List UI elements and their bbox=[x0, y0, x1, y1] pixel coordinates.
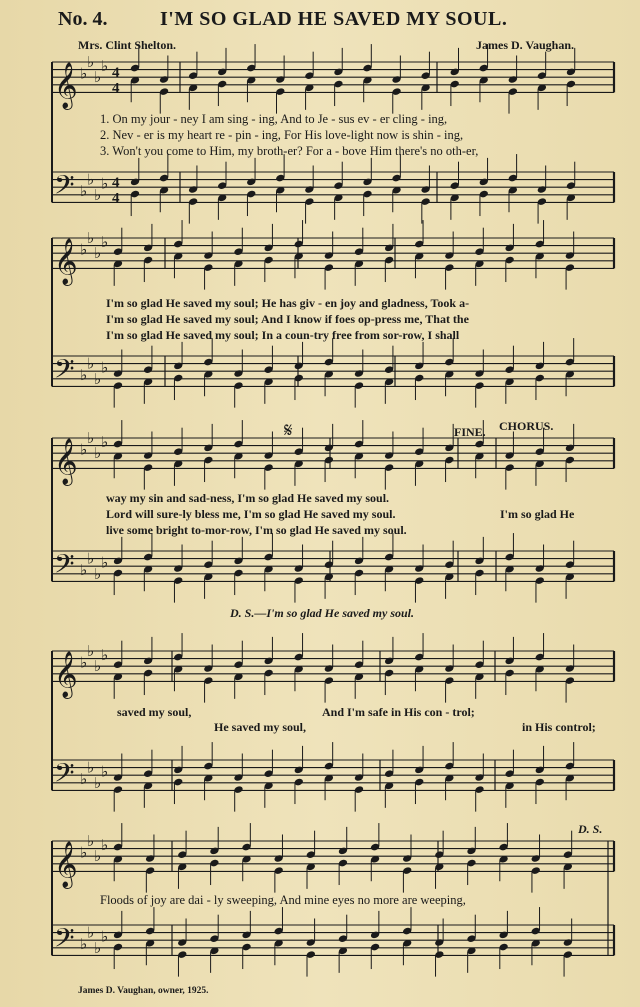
flat-sign: ♭ bbox=[94, 369, 102, 388]
flat-sign: ♭ bbox=[87, 832, 95, 850]
flat-sign: ♭ bbox=[94, 938, 102, 957]
ds-instruction: D. S.—I'm so glad He saved my soul. bbox=[230, 606, 415, 620]
flat-sign: ♭ bbox=[80, 843, 88, 862]
flat-sign: ♭ bbox=[101, 232, 109, 251]
lyric-s3-verse1: way my sin and sad-ness, I'm so glad He saved my soul. bbox=[106, 491, 390, 505]
hymn-title: I'M SO GLAD HE SAVED MY SOUL. bbox=[160, 8, 508, 30]
lyric-s1-verse1: 1. On my jour - ney I am sing - ing, And to Je - sus ev - er cling - ing, bbox=[100, 112, 448, 126]
flat-sign: ♭ bbox=[101, 762, 109, 781]
lyric-s3-verse2: Lord will sure-ly bless me, I'm so glad He saved my soul. bbox=[106, 507, 396, 521]
flat-sign: ♭ bbox=[101, 358, 109, 377]
flat-sign: ♭ bbox=[101, 927, 109, 946]
flat-sign: ♭ bbox=[94, 444, 102, 463]
lyric-s4-soprano-2: And I'm safe in His con - trol; bbox=[322, 705, 475, 719]
bass-clef: 𝄢 bbox=[54, 352, 75, 391]
time-signature-bottom: 4 bbox=[112, 80, 120, 97]
bass-clef: 𝄢 bbox=[54, 547, 75, 586]
flat-sign: ♭ bbox=[80, 366, 88, 384]
flat-sign: ♭ bbox=[80, 561, 88, 579]
time-signature-bottom: 4 bbox=[112, 190, 120, 207]
lyric-s5: Floods of joy are dai - ly sweeping, And mine eyes no more are weeping, bbox=[100, 893, 466, 907]
lyric-s4-bass-2: in His control; bbox=[522, 720, 596, 734]
ds-mark: D. S. bbox=[578, 822, 603, 836]
lyric-s1-verse3: 3. Won't you come to Him, my broth-er? For a - bove Him there's no oth-er, bbox=[100, 144, 479, 158]
hymn-number: No. 4. bbox=[58, 8, 108, 30]
bass-clef: 𝄢 bbox=[54, 168, 75, 207]
flat-sign: ♭ bbox=[87, 170, 95, 189]
flat-sign: ♭ bbox=[87, 53, 95, 71]
lyric-s3-chorus-start: I'm so glad He bbox=[500, 507, 575, 521]
flat-sign: ♭ bbox=[80, 935, 88, 953]
flat-sign: ♭ bbox=[101, 174, 109, 193]
flat-sign: ♭ bbox=[101, 835, 109, 854]
lyric-s2-verse3: I'm so glad He saved my soul; In a coun-try free from sor-row, I shall bbox=[106, 328, 460, 342]
flat-sign: ♭ bbox=[101, 432, 109, 451]
copyright-footer: James D. Vaughan, owner, 1925. bbox=[78, 986, 209, 996]
treble-clef: 𝄞 bbox=[54, 62, 78, 109]
chorus-mark: CHORUS. bbox=[499, 419, 554, 433]
lyric-s3-verse3: live some bright to-mor-row, I'm so glad He saved my soul. bbox=[106, 523, 407, 537]
flat-sign: ♭ bbox=[80, 770, 88, 788]
flat-sign: ♭ bbox=[87, 229, 95, 247]
treble-clef: 𝄞 bbox=[54, 841, 78, 888]
lyric-s4-soprano-1: saved my soul, bbox=[117, 705, 192, 719]
composer-credit: James D. Vaughan. bbox=[476, 38, 575, 52]
flat-sign: ♭ bbox=[87, 429, 95, 447]
bass-clef: 𝄢 bbox=[54, 756, 75, 795]
time-signature-top: 4 bbox=[112, 175, 120, 192]
flat-sign: ♭ bbox=[94, 847, 102, 866]
flat-sign: ♭ bbox=[80, 653, 88, 672]
flat-sign: ♭ bbox=[87, 354, 95, 373]
lyric-s2-verse2: I'm so glad He saved my soul; And I know if foes op-press me, That the bbox=[106, 312, 469, 326]
flat-sign: ♭ bbox=[80, 240, 88, 259]
treble-clef: 𝄞 bbox=[54, 651, 78, 698]
flat-sign: ♭ bbox=[101, 56, 109, 75]
flat-sign: ♭ bbox=[87, 642, 95, 660]
flat-sign: ♭ bbox=[94, 185, 102, 204]
lyricist-credit: Mrs. Clint Shelton. bbox=[78, 38, 177, 52]
flat-sign: ♭ bbox=[101, 553, 109, 572]
treble-clef: 𝄞 bbox=[54, 238, 78, 285]
fine-mark: FINE. bbox=[454, 425, 486, 439]
flat-sign: ♭ bbox=[87, 549, 95, 568]
bass-clef: 𝄢 bbox=[54, 921, 75, 960]
lyric-s4-bass-1: He saved my soul, bbox=[214, 720, 307, 734]
flat-sign: ♭ bbox=[94, 68, 102, 87]
flat-sign: ♭ bbox=[80, 182, 88, 200]
flat-sign: ♭ bbox=[94, 564, 102, 583]
flat-sign: ♭ bbox=[80, 440, 88, 459]
flat-sign: ♭ bbox=[87, 758, 95, 777]
flat-sign: ♭ bbox=[94, 244, 102, 263]
segno-sign: 𝄋 bbox=[284, 420, 293, 442]
flat-sign: ♭ bbox=[101, 645, 109, 664]
flat-sign: ♭ bbox=[94, 657, 102, 676]
flat-sign: ♭ bbox=[80, 64, 88, 83]
time-signature-top: 4 bbox=[112, 65, 120, 82]
treble-clef: 𝄞 bbox=[54, 438, 78, 485]
flat-sign: ♭ bbox=[94, 773, 102, 792]
lyric-s2-verse1: I'm so glad He saved my soul; He has giv - en joy and gladness, Took a- bbox=[106, 296, 470, 310]
lyric-s1-verse2: 2. Nev - er is my heart re - pin - ing, For His love-light now is shin - ing, bbox=[100, 128, 464, 142]
flat-sign: ♭ bbox=[87, 923, 95, 942]
